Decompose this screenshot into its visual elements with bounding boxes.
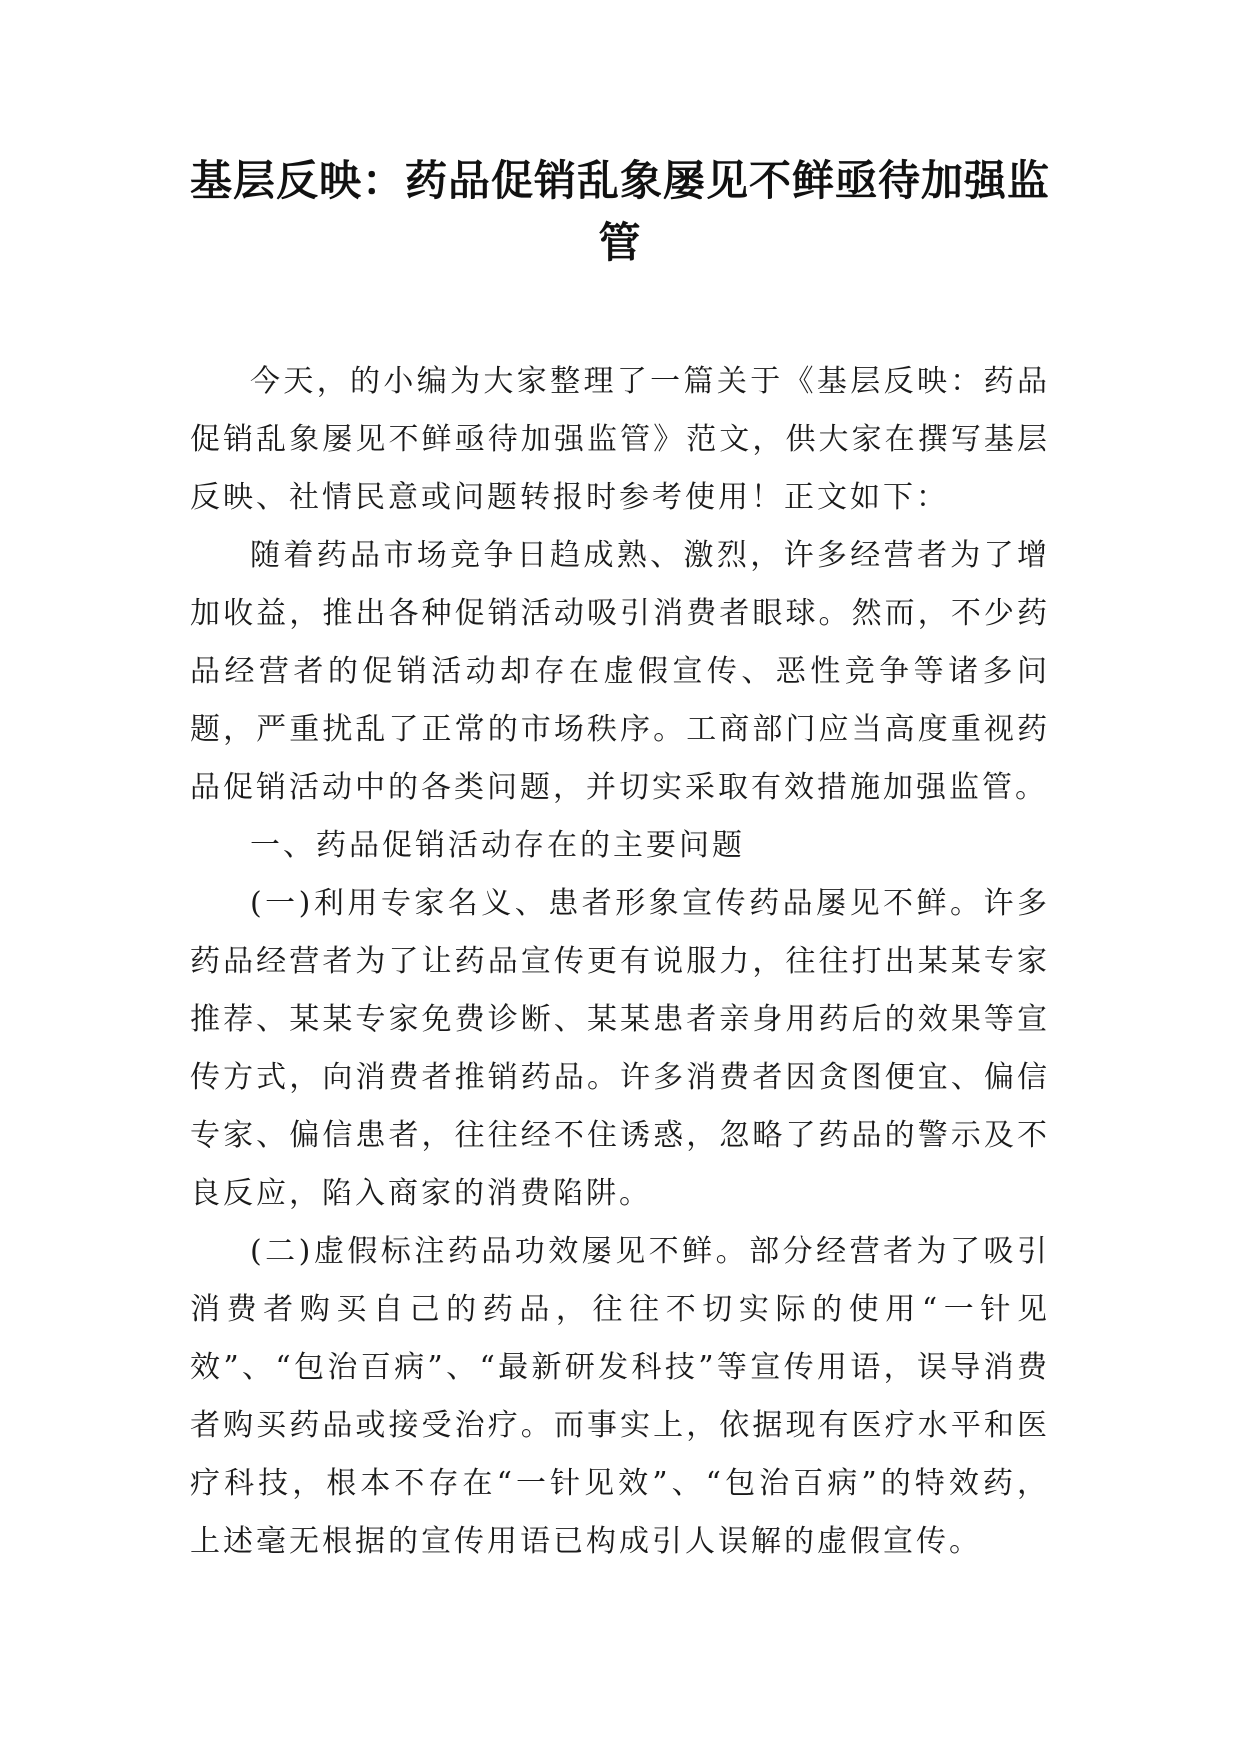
document-body	[190, 353, 1050, 1571]
paragraph-background: 随着药品市场竞争日趋成熟、激烈，许多经营者为了增加收益，推出各种促销活动吸引消费者眼球。然而，不少药品经营者的促销活动却存在虚假宣传、恶性竞争等诸多问题，严重扰乱了正常的市场秩序。工商部门应当高度重视药品促销活动中的各类问题，并切实采取有效措施加强监管。	[190, 538, 1050, 805]
section-heading-main-problems: 一、药品促销活动存在的主要问题	[250, 828, 745, 863]
paragraph-problem-2: (二)虚假标注药品功效屡见不鲜。部分经营者为了吸引消费者购买自己的药品，往往不切实际的使用“一针见效”、“包治百病”、“最新研发科技”等宣传用语，误导消费者购买药品或接受治疗。而事实上，依据现有医疗水平和医疗科技，根本不存在“一针见效”、“包治百病”的特效药，上述毫无根据的宣传用语已构成引人误解的虚假宣传。	[190, 1234, 1050, 1559]
paragraph-problem-1: (一)利用专家名义、患者形象宣传药品屡见不鲜。许多药品经营者为了让药品宣传更有说服力，往往打出某某专家推荐、某某专家免费诊断、某某患者亲身用药后的效果等宣传方式，向消费者推销药品。许多消费者因贪图便宜、偏信专家、偏信患者，往往经不住诱惑，忽略了药品的警示及不良反应，陷入商家的消费陷阱。	[190, 886, 1050, 1211]
document-title: 基层反映：药品促销乱象屡见不鲜亟待加强监管	[189, 156, 1050, 267]
paragraph-intro: 今天，的小编为大家整理了一篇关于《基层反映：药品促销乱象屡见不鲜亟待加强监管》范文，供大家在撰写基层反映、社情民意或问题转报时参考使用！正文如下：	[190, 364, 1050, 515]
